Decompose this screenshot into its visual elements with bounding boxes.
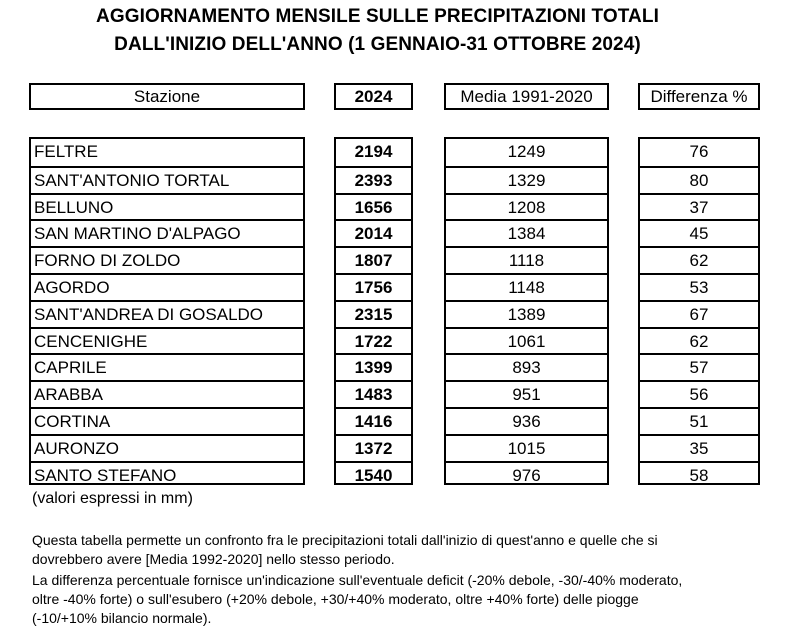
average-cell: 976 bbox=[446, 461, 607, 485]
average-cell: 1015 bbox=[446, 434, 607, 461]
column-average bbox=[444, 137, 609, 485]
difference-cell: 45 bbox=[640, 219, 758, 246]
units-note: (valori espressi in mm) bbox=[32, 490, 193, 507]
difference-cell: 76 bbox=[689, 142, 709, 161]
note-line-1: Questa tabella permette un confronto fra le precipitazioni totali dall'inizio di quest'anno e quelle che si bbox=[32, 532, 658, 548]
difference-cell: 53 bbox=[640, 273, 758, 300]
year-2024-cell: 1372 bbox=[336, 434, 411, 461]
station-cell: BELLUNO bbox=[31, 193, 303, 220]
station-cell: AGORDO bbox=[31, 273, 303, 300]
average-cell: 1249 bbox=[507, 142, 546, 161]
year-2024-cell: 1656 bbox=[336, 193, 411, 220]
station-cell: CAPRILE bbox=[31, 353, 303, 380]
difference-cell: 58 bbox=[640, 461, 758, 485]
year-2024-cell: 1483 bbox=[336, 380, 411, 407]
note-line-4: oltre -40% forte) o sull'esubero (+20% debole, +30/+40% moderato, oltre +40% forte) delle piogge bbox=[32, 591, 639, 607]
average-cell: 936 bbox=[446, 407, 607, 434]
year-2024-cell: 1416 bbox=[336, 407, 411, 434]
difference-cell: 56 bbox=[640, 380, 758, 407]
year-2024-cell: 1756 bbox=[336, 273, 411, 300]
difference-cell: 62 bbox=[640, 327, 758, 354]
average-cell: 1148 bbox=[446, 273, 607, 300]
column-difference bbox=[638, 137, 760, 485]
average-cell: 1208 bbox=[446, 193, 607, 220]
header-station: Stazione bbox=[29, 83, 305, 110]
column-year-2024 bbox=[334, 137, 413, 485]
average-cell: 1384 bbox=[446, 219, 607, 246]
station-cell: SANTO STEFANO bbox=[31, 461, 303, 485]
station-cell: CENCENIGHE bbox=[31, 327, 303, 354]
year-2024-cell: 1807 bbox=[336, 246, 411, 273]
station-cell: ARABBA bbox=[31, 380, 303, 407]
page-title-line-2: DALL'INIZIO DELL'ANNO (1 GENNAIO-31 OTTOBRE 2024) bbox=[114, 34, 641, 55]
difference-cell: 80 bbox=[640, 166, 758, 193]
year-2024-cell: 2315 bbox=[336, 300, 411, 327]
year-2024-cell: 1399 bbox=[336, 353, 411, 380]
average-cell: 1061 bbox=[446, 327, 607, 354]
average-cell: 1389 bbox=[446, 300, 607, 327]
column-station bbox=[29, 137, 305, 485]
station-cell: SAN MARTINO D'ALPAGO bbox=[31, 219, 303, 246]
difference-cell: 57 bbox=[640, 353, 758, 380]
difference-cell: 35 bbox=[640, 434, 758, 461]
average-cell: 1329 bbox=[446, 166, 607, 193]
note-line-2: dovrebbero avere [Media 1992-2020] nello stesso periodo. bbox=[32, 551, 395, 567]
year-2024-cell: 1722 bbox=[336, 327, 411, 354]
header-year-2024: 2024 bbox=[334, 83, 413, 110]
average-cell: 1118 bbox=[446, 246, 607, 273]
station-cell: CORTINA bbox=[31, 407, 303, 434]
station-cell: FELTRE bbox=[34, 142, 98, 161]
header-difference: Differenza % bbox=[638, 83, 760, 110]
year-2024-cell: 1540 bbox=[336, 461, 411, 485]
average-cell: 893 bbox=[446, 353, 607, 380]
difference-cell: 67 bbox=[640, 300, 758, 327]
note-line-3: La differenza percentuale fornisce un'indicazione sull'eventuale deficit (-20% debole, -30/-40% moderato, bbox=[32, 572, 683, 588]
station-cell: SANT'ANTONIO TORTAL bbox=[31, 166, 303, 193]
difference-cell: 37 bbox=[640, 193, 758, 220]
difference-cell: 62 bbox=[640, 246, 758, 273]
year-2024-cell: 2014 bbox=[336, 219, 411, 246]
station-cell: SANT'ANDREA DI GOSALDO bbox=[31, 300, 303, 327]
year-2024-cell: 2393 bbox=[336, 166, 411, 193]
average-cell: 951 bbox=[446, 380, 607, 407]
page-title-line-1: AGGIORNAMENTO MENSILE SULLE PRECIPITAZIONI TOTALI bbox=[96, 6, 659, 27]
station-cell: AURONZO bbox=[31, 434, 303, 461]
year-2024-cell: 2194 bbox=[354, 142, 393, 161]
header-average: Media 1991-2020 bbox=[444, 83, 609, 110]
station-cell: FORNO DI ZOLDO bbox=[31, 246, 303, 273]
difference-cell: 51 bbox=[640, 407, 758, 434]
note-line-5: (-10/+10% bilancio normale). bbox=[32, 610, 212, 626]
